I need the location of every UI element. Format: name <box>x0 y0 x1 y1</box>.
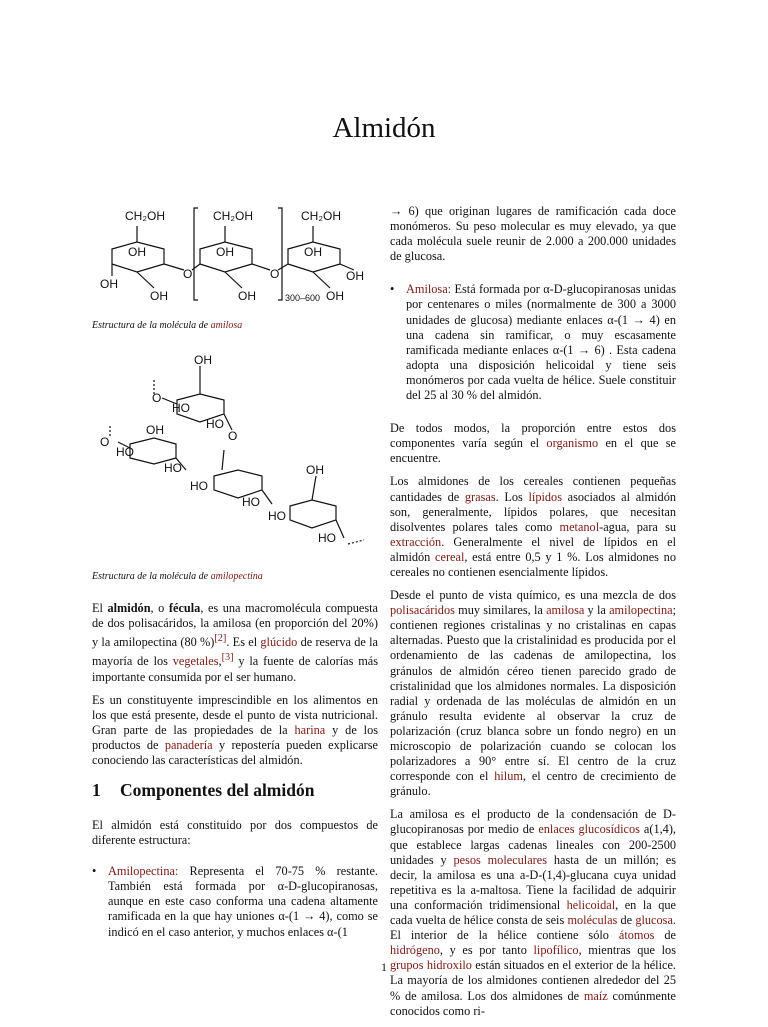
ref-3[interactable]: [3] <box>221 652 234 664</box>
link-extraccion[interactable]: extracción <box>390 534 442 549</box>
link-amilopectina-2[interactable]: amilopectina <box>609 603 673 618</box>
paragraph-cereales: Los almidones de los cereales contienen pequeñas cantidades de grasas. Los lípidos asociados al almidón son, generalmente, lípidos polares, que necesitan disolventes polares tales como metanol-agua, para su extracción. Generalmente el nivel de lípidos en el almidón cereal, está entre 0,5 y 1 %. Los almidones no cereales no contienen esencialmente lípidos. <box>390 474 677 579</box>
o-label-1: O <box>183 267 193 281</box>
ch2oh-label-3: CH₂OH <box>301 209 341 223</box>
link-moleculas[interactable]: moléculas <box>567 913 618 928</box>
ho-label-4: HO <box>164 461 182 475</box>
intro-paragraph-1: El almidón, o fécula, es una macromolécula compuesta de dos polisacáridos, la amilosa (en proporción del 20%) y la amilopectina (80 %)[2]. Es el glúcido de reserva de la mayoría de los vegetales,[3] y la fuente de calorías más importante consumida por el ser humano. <box>92 601 379 684</box>
amilopectina-caption-link[interactable]: amilopectina <box>210 571 263 582</box>
oh-top-label: OH <box>194 353 212 367</box>
link-enlaces-glucosidicos[interactable]: enlaces glucosídicos <box>538 822 640 837</box>
amilosa-caption: Estructura de la molécula de amilosa <box>92 320 243 331</box>
o-link-label: O <box>228 429 238 443</box>
page-title: Almidón <box>332 112 436 144</box>
oh-label-1: OH <box>128 245 146 259</box>
oh-label-c: OH <box>306 463 324 477</box>
ho-label-5: HO <box>190 479 208 493</box>
intro-text <box>92 601 378 776</box>
link-grupos-hidroxilo[interactable]: grupos hidroxilo <box>390 958 472 973</box>
link-vegetales[interactable]: vegetales <box>172 654 219 669</box>
ch2oh-label-1: CH₂OH <box>125 209 165 223</box>
link-organismo[interactable]: organismo <box>546 436 599 451</box>
link-amilopectina[interactable]: Amilopectina: <box>108 864 179 879</box>
link-maiz[interactable]: maíz <box>583 988 608 1003</box>
link-lipofilico[interactable]: lipofílico <box>533 943 579 958</box>
link-glucosa[interactable]: glucosa <box>635 913 673 928</box>
oh-label-6: OH <box>238 289 256 303</box>
paragraph-quimico: Desde el punto de vista químico, es una mezcla de dos polisacáridos muy similares, la amilosa y la amilopectina; contienen regiones cristalinas y no cristalinas en capas alternadas. Puesto que la cristalinidad es producida por el ordenamiento de las cadenas de amilopectina, los gránulos de almidón céreo tienen parecido grado de cristalinidad que los almidones normales. La disposición radial y ordenada de las moléculas de almidón en un gránulo resulta evidente al observar la cruz de polarización (cruz blanca sobre un fondo negro) en un microscopio de polarización cuando se colocan los polarizadores a 90° entre sí. El centro de la cruz corresponde con el hilum, el centro de crecimiento de gránulo. <box>390 588 676 799</box>
oh-label-7: OH <box>326 289 344 303</box>
link-harina[interactable]: harina <box>294 722 326 737</box>
intro-paragraph-2: Es un constituyente imprescindible en los alimentos en los que está presente, desde el punto de vista nutricional. Gran parte de las propiedades de la harina y de los productos de panadería y repostería pueden explicarse conociendo las características del almidón. <box>92 692 379 768</box>
bullet-amilopectina: • Amilopectina: Representa el 70-75 % restante. También está formada por α-D-glucopiranosas, aunque en este caso conforma una cadena altamente ramificada en la que hay uniones α-(1 → 4), como se indicó en el caso anterior, y muchos enlaces α-(1 <box>92 864 378 939</box>
section-lead: El almidón está constituido por dos compuestos de diferente estructura: <box>92 818 378 848</box>
amilosa-caption-link[interactable]: amilosa <box>210 320 243 331</box>
o-label-b: O <box>100 435 110 449</box>
oh-label-3: OH <box>304 245 322 259</box>
link-pesos-moleculares[interactable]: pesos moleculares <box>453 852 548 867</box>
ho-label-7: HO <box>268 509 286 523</box>
repeat-label: 300–600 <box>285 293 321 303</box>
ho-label-2: HO <box>206 417 224 431</box>
link-amilosa-2[interactable]: amilosa <box>546 603 585 618</box>
ho-label-8: HO <box>318 531 336 545</box>
link-grasas[interactable]: grasas <box>464 489 496 504</box>
link-metanol[interactable]: metanol <box>559 519 600 534</box>
oh-label-4: OH <box>100 277 118 291</box>
amilopectina-caption: Estructura de la molécula de amilopectina <box>92 571 263 582</box>
section-text <box>92 818 378 948</box>
link-atomos[interactable]: átomos <box>618 928 655 943</box>
paragraph-proporcion: De todos modos, la proporción entre estos dos componentes varía según el organismo en el que se encuentre. <box>390 421 676 466</box>
ch2oh-label-2: CH₂OH <box>213 209 253 223</box>
ref-2[interactable]: [2] <box>214 633 227 645</box>
o-left-label: O <box>152 391 162 405</box>
link-polisacaridos[interactable]: polisacáridos <box>390 603 455 618</box>
right-column <box>390 204 676 1027</box>
ho-label-1: HO <box>172 401 190 415</box>
oh-label-8: OH <box>346 269 364 283</box>
paragraph-amilosa: La amilosa es el producto de la condensación de D-glucopiranosas por medio de enlaces glucosídicos a(1,4), que establece largas cadenas lineales con 200-2500 unidades y pesos moleculares hasta de un millón; es decir, la amilosa es una a-D-(1,4)-glucana cuya unidad repetitiva es la a-maltosa. Tiene la facilidad de adquirir una conformación tridimensional helicoidal, en la que cada vuelta de hélice consta de seis moléculas de glucosa. El interior de la hélice contiene sólo átomos de hidrógeno, y es por tanto lipofílico, mientras que los grupos hidroxilo están situados en el exterior de la hélice. La mayoría de los almidones contienen alrededor del 25 % de amilosa. Los dos almidones de maíz comúnmente conocidos como ri- <box>390 807 677 1018</box>
link-helicoidal[interactable]: helicoidal <box>566 897 616 912</box>
ho-label-6: HO <box>242 495 260 509</box>
oh-label-2: OH <box>216 245 234 259</box>
o-label-2: O <box>270 267 280 281</box>
link-cereal[interactable]: cereal <box>435 549 465 564</box>
continuation-paragraph: → 6) que originan lugares de ramificación cada doce monómeros. Su peso molecular es muy elevado, ya que cada molécula suele reunir de 2.000 a 200.000 unidades de glucosa. <box>390 204 676 264</box>
oh-label-5: OH <box>150 289 168 303</box>
link-panaderia[interactable]: panadería <box>164 737 213 752</box>
amilosa-structure-diagram <box>92 204 382 316</box>
amilopectina-structure-diagram <box>92 352 382 562</box>
link-lipidos[interactable]: lípidos <box>528 489 562 504</box>
bullet-amilosa: • Amilosa: Está formada por α-D-glucopiranosas unidas por centenares o miles (normalmente de 300 a 3000 unidades de glucosa) mediante enlaces α-(1 → 4) en una cadena sin ramificar, o muy escasamente ramificada mediante enlaces α-(1 → 6) . Esta cadena adopta una disposición helicoidal y tiene seis monómeros por cada vuelta de hélice. Suele constituir del 25 al 30 % del almidón. <box>390 282 676 403</box>
link-hidrogeno[interactable]: hidrógeno <box>390 943 440 958</box>
link-glucido[interactable]: glúcido <box>260 635 298 650</box>
page-number: 1 <box>381 960 387 974</box>
link-hilum[interactable]: hilum <box>494 769 523 784</box>
ho-label-3: HO <box>116 445 134 459</box>
oh-label-b: OH <box>146 423 164 437</box>
section-heading: 1 Componentes del almidón <box>92 780 315 800</box>
link-amilosa[interactable]: Amilosa: <box>406 282 452 297</box>
